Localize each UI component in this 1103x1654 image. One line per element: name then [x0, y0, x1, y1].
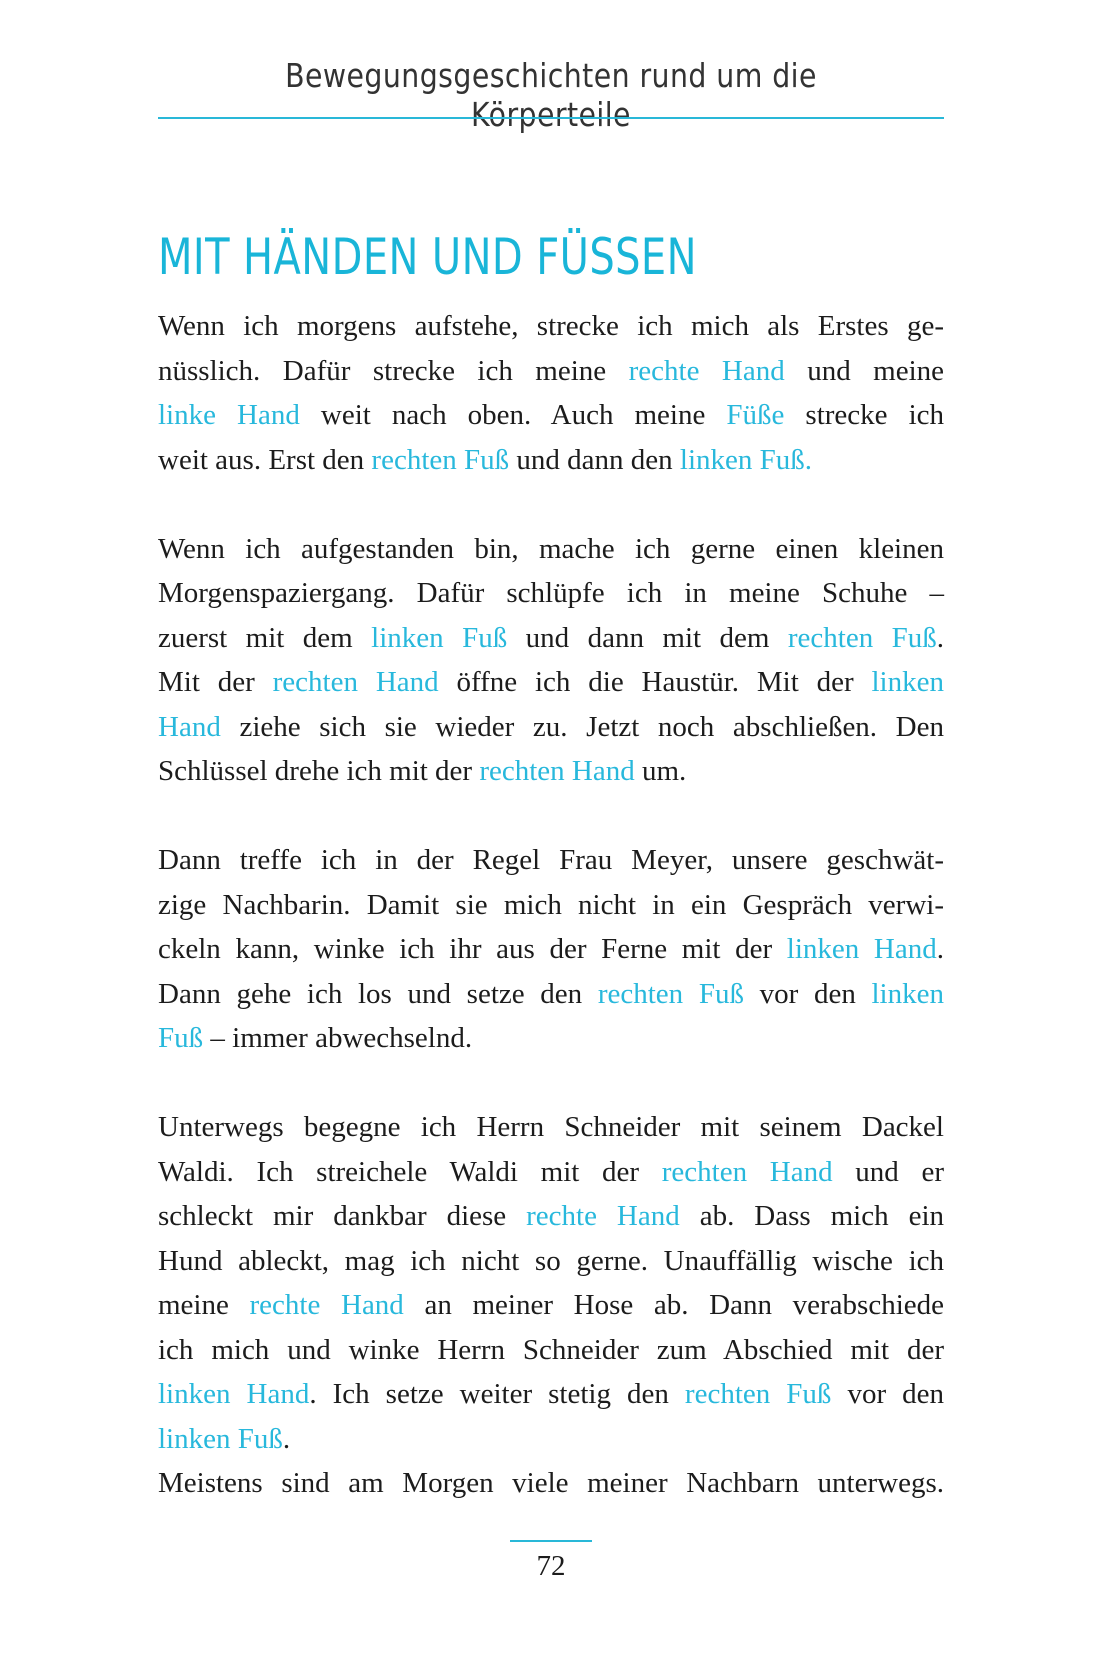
text-segment: Mit der — [158, 666, 273, 698]
text-line — [158, 527, 944, 572]
text-line — [158, 883, 944, 928]
highlighted-body-part: linken Fuß — [371, 621, 508, 654]
highlighted-body-part: rechte Hand — [526, 1200, 680, 1232]
text-line — [158, 393, 944, 438]
text-segment: . Ich setze weiter stetig den — [309, 1378, 685, 1410]
text-segment: . — [936, 621, 944, 654]
highlighted-body-part: rechte Hand — [628, 354, 785, 387]
chapter-title: MIT HÄNDEN UND FÜSSEN — [158, 227, 697, 286]
text-segment: zige Nachbarin. Damit sie mich nicht in ein Gespräch verwi- — [158, 888, 944, 921]
highlighted-body-part: rechten Hand — [661, 1155, 833, 1188]
text-segment: zuerst mit dem — [158, 621, 372, 654]
highlighted-body-part: rechten Fuß — [371, 443, 510, 476]
text-segment: schleckt mir dankbar diese — [158, 1200, 527, 1232]
text-segment: vor den — [743, 977, 872, 1010]
text-segment: um. — [634, 755, 687, 787]
text-segment: Morgenspaziergang. Dafür schlüpfe ich in meine Schuhe – — [158, 577, 944, 609]
text-line — [158, 438, 944, 483]
highlighted-body-part: Füße — [726, 399, 785, 431]
text-segment: vor den — [831, 1378, 945, 1410]
text-segment: öffne ich die Haustür. Mit der — [438, 666, 872, 698]
highlighted-body-part: rechten Fuß — [684, 1378, 832, 1410]
highlighted-body-part: linken Hand — [786, 933, 937, 965]
text-segment: Meistens sind am Morgen viele meiner Nachbarn unterwegs. — [158, 1467, 944, 1499]
header-rule — [158, 117, 944, 119]
page-number: 72 — [536, 1550, 566, 1582]
footer-rule — [510, 1540, 592, 1542]
text-line — [158, 705, 944, 750]
text-line — [158, 571, 944, 616]
highlighted-body-part: linken — [871, 977, 944, 1010]
paragraph — [158, 527, 944, 794]
highlighted-body-part: rechten Fuß — [597, 977, 744, 1010]
text-segment: und dann den — [509, 443, 680, 476]
text-segment: Wenn ich aufgestanden bin, mache ich gerne einen kleinen — [158, 532, 944, 565]
highlighted-body-part: rechte Hand — [249, 1289, 404, 1321]
text-segment: und er — [832, 1155, 944, 1188]
text-line — [158, 304, 944, 349]
highlighted-body-part: linken Fuß — [158, 1422, 283, 1455]
text-segment: weit aus. Erst den — [158, 443, 372, 476]
text-line — [158, 1016, 944, 1061]
running-header: Bewegungsgeschichten rund um die Körperteile — [285, 56, 817, 134]
text-line — [158, 349, 944, 394]
body-text — [158, 304, 944, 1506]
text-segment: und dann mit dem — [507, 621, 788, 654]
text-segment: ziehe sich sie wieder zu. Jetzt noch abschließen. Den — [220, 710, 944, 743]
text-segment: – immer abwechselnd. — [203, 1022, 473, 1054]
text-segment: Schlüssel drehe ich mit der — [158, 755, 480, 787]
text-segment: . — [936, 933, 944, 965]
text-line — [158, 1105, 944, 1150]
text-line — [158, 1150, 944, 1195]
highlighted-body-part: rechten Fuß — [787, 621, 937, 654]
text-segment: . — [282, 1422, 291, 1455]
highlighted-body-part: linken — [871, 666, 944, 698]
text-line — [158, 1417, 944, 1462]
text-segment: strecke ich — [784, 399, 944, 431]
text-segment: meine — [158, 1289, 250, 1321]
text-segment: ab. Dass mich ein — [679, 1200, 944, 1232]
highlighted-body-part: linken Hand — [158, 1378, 310, 1410]
text-segment: Unterwegs begegne ich Herrn Schneider mit seinem Dackel — [158, 1111, 944, 1143]
paragraph — [158, 838, 944, 1061]
paragraph — [158, 304, 944, 482]
highlighted-body-part: Hand — [158, 710, 221, 743]
text-segment: Hund ableckt, mag ich nicht so gerne. Unauffällig wische ich — [158, 1244, 944, 1277]
text-segment: an meiner Hose ab. Dann verabschiede — [403, 1289, 944, 1321]
text-line — [158, 1239, 944, 1284]
text-line — [158, 838, 944, 883]
text-line — [158, 1461, 944, 1506]
text-segment: nüsslich. Dafür strecke ich meine — [158, 354, 629, 387]
text-segment: und meine — [784, 354, 945, 387]
highlighted-body-part: linke Hand — [158, 399, 300, 431]
text-line — [158, 1328, 944, 1373]
highlighted-body-part: rechten Hand — [272, 666, 439, 698]
paragraph — [158, 1105, 944, 1461]
text-line — [158, 1372, 944, 1417]
text-segment: ckeln kann, winke ich ihr aus der Ferne mit der — [158, 933, 787, 965]
highlighted-body-part: Fuß — [158, 1022, 204, 1054]
text-segment: Waldi. Ich streichele Waldi mit der — [158, 1155, 662, 1188]
text-line — [158, 1194, 944, 1239]
text-line — [158, 1283, 944, 1328]
text-segment: ich mich und winke Herrn Schneider zum Abschied mit der — [158, 1333, 944, 1366]
paragraph — [158, 1461, 944, 1506]
text-line — [158, 660, 944, 705]
text-line — [158, 616, 944, 661]
text-segment: Dann gehe ich los und setze den — [158, 977, 598, 1010]
text-segment: weit nach oben. Auch meine — [299, 399, 727, 431]
highlighted-body-part: rechten Hand — [479, 755, 635, 787]
text-line — [158, 749, 944, 794]
text-segment: Wenn ich morgens aufstehe, strecke ich mich als Erstes ge- — [158, 310, 944, 342]
text-line — [158, 927, 944, 972]
text-segment: Dann treffe ich in der Regel Frau Meyer, unsere geschwät- — [158, 844, 944, 876]
text-line — [158, 972, 944, 1017]
highlighted-body-part: linken Fuß. — [679, 443, 813, 476]
